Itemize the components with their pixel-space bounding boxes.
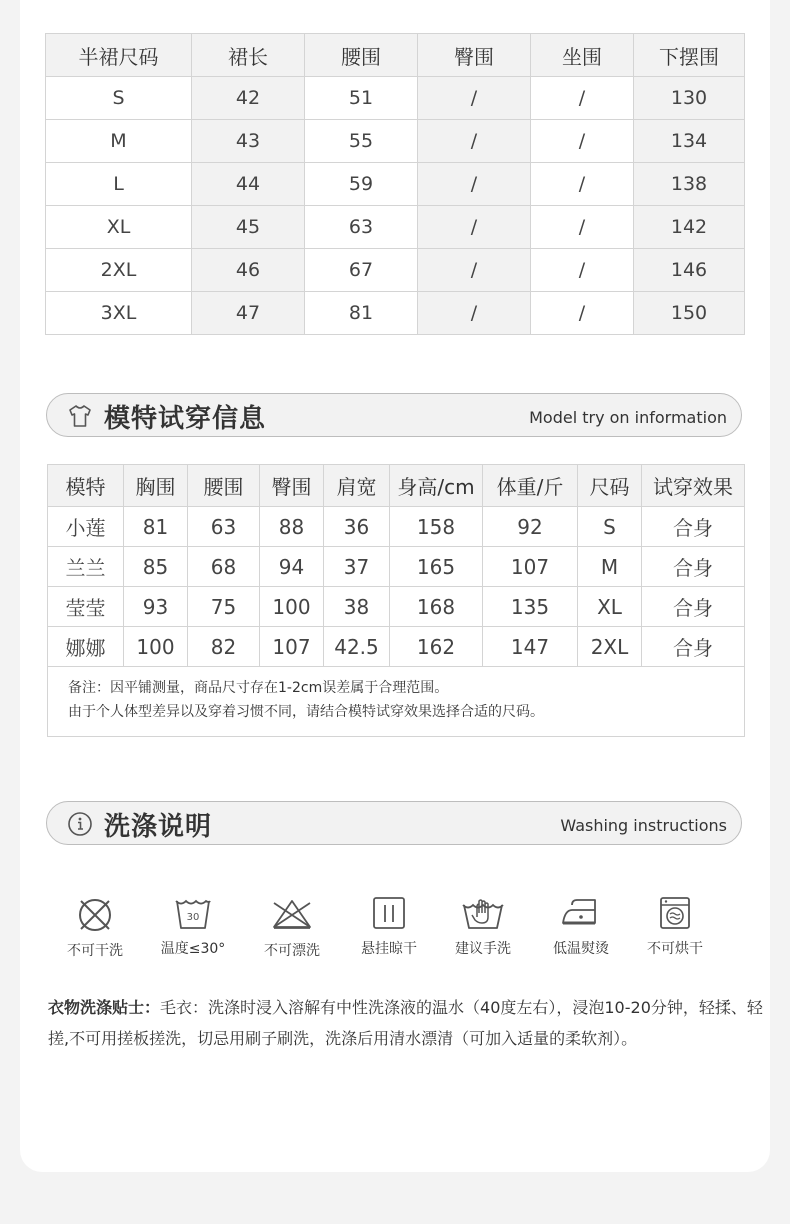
table-cell: 47 [192, 292, 305, 335]
table-cell: 36 [324, 507, 390, 547]
table-cell: 107 [260, 627, 324, 667]
table-cell: 38 [324, 587, 390, 627]
header-cell: 腰围 [305, 34, 418, 77]
table-row [46, 292, 745, 335]
header-cell: 下摆围 [634, 34, 745, 77]
model-name-cell: 莹莹 [48, 587, 124, 627]
table-cell: 147 [483, 627, 578, 667]
table-cell: 168 [390, 587, 483, 627]
wash-item-hang-dry [344, 893, 434, 958]
model-section-subtitle: Model try on information [529, 408, 727, 427]
wash-item-no-dry-clean [50, 895, 140, 960]
header-cell: 试穿效果 [642, 465, 745, 507]
wash-tip-lead: 衣物洗涤贴士： [48, 998, 161, 1017]
size-cell: M [46, 120, 192, 163]
header-cell: 臀围 [260, 465, 324, 507]
wash-section-banner [46, 801, 742, 845]
table-cell: M [578, 547, 642, 587]
table-cell: / [418, 249, 531, 292]
table-cell: 165 [390, 547, 483, 587]
table-cell: / [418, 120, 531, 163]
note-row [48, 667, 745, 737]
table-cell: 42.5 [324, 627, 390, 667]
table-cell: 2XL [578, 627, 642, 667]
size-cell: L [46, 163, 192, 206]
content-card [20, 0, 770, 1172]
model-section-title: 模特试穿信息 [104, 404, 267, 434]
table-cell: 130 [634, 77, 745, 120]
table-cell: 93 [124, 587, 188, 627]
table-cell: 146 [634, 249, 745, 292]
model-table-header [48, 465, 745, 507]
table-cell: 100 [124, 627, 188, 667]
table-cell: / [418, 163, 531, 206]
model-name-cell: 娜娜 [48, 627, 124, 667]
size-table-header [46, 34, 745, 77]
table-cell: / [531, 163, 634, 206]
table-cell: / [531, 120, 634, 163]
wash-tip [48, 992, 766, 1054]
table-cell: / [531, 249, 634, 292]
table-cell: 59 [305, 163, 418, 206]
table-row [48, 507, 745, 547]
note-line-2: 由于个人体型差异以及穿着习惯不同，请结合模特试穿效果选择合适的尺码。 [68, 704, 544, 720]
header-cell: 体重/斤 [483, 465, 578, 507]
size-cell: S [46, 77, 192, 120]
table-cell: 135 [483, 587, 578, 627]
table-row [46, 163, 745, 206]
table-cell: 92 [483, 507, 578, 547]
table-cell: 81 [124, 507, 188, 547]
wash-label: 温度≤30° [160, 941, 226, 957]
table-cell: 142 [634, 206, 745, 249]
info-icon [67, 811, 93, 837]
header-cell: 模特 [48, 465, 124, 507]
table-cell: 158 [390, 507, 483, 547]
table-row [48, 547, 745, 587]
table-row [46, 77, 745, 120]
header-cell: 尺码 [578, 465, 642, 507]
table-cell: 45 [192, 206, 305, 249]
wash-label: 不可干洗 [67, 943, 123, 959]
table-cell: 138 [634, 163, 745, 206]
table-cell: / [418, 77, 531, 120]
table-cell: 81 [305, 292, 418, 335]
hang-dry-icon [369, 893, 409, 933]
table-cell: 合身 [642, 507, 745, 547]
table-row [46, 120, 745, 163]
table-cell: S [578, 507, 642, 547]
model-name-cell: 兰兰 [48, 547, 124, 587]
table-cell: 100 [260, 587, 324, 627]
wash-section-subtitle: Washing instructions [560, 816, 727, 835]
wash-label: 低温熨烫 [553, 941, 609, 957]
table-cell: 合身 [642, 627, 745, 667]
wash-label: 不可烘干 [647, 941, 703, 957]
note-line-1: 备注：因平铺测量，商品尺寸存在1-2cm误差属于合理范围。 [68, 680, 449, 696]
wash-label: 建议手洗 [455, 941, 511, 957]
table-cell: 162 [390, 627, 483, 667]
low-iron-icon [559, 893, 603, 933]
hand-wash-icon [460, 893, 506, 933]
wash-label: 不可漂洗 [264, 943, 320, 959]
tub-number: 30 [186, 912, 200, 923]
wash-item-no-bleach [247, 895, 337, 960]
header-cell: 坐围 [531, 34, 634, 77]
table-cell: 43 [192, 120, 305, 163]
table-cell: 88 [260, 507, 324, 547]
header-cell: 肩宽 [324, 465, 390, 507]
table-cell: 55 [305, 120, 418, 163]
table-cell: 46 [192, 249, 305, 292]
wash-label: 悬挂晾干 [361, 941, 417, 957]
no-dry-clean-icon [75, 895, 115, 935]
size-cell: 2XL [46, 249, 192, 292]
table-cell: XL [578, 587, 642, 627]
tshirt-icon [67, 403, 93, 429]
model-section-banner [46, 393, 742, 437]
table-cell: 94 [260, 547, 324, 587]
table-cell: 150 [634, 292, 745, 335]
header-cell: 身高/cm [390, 465, 483, 507]
header-cell: 腰围 [188, 465, 260, 507]
wash-item-low-iron [536, 893, 626, 958]
size-cell: XL [46, 206, 192, 249]
table-cell: 82 [188, 627, 260, 667]
table-cell: 合身 [642, 547, 745, 587]
table-cell: / [531, 77, 634, 120]
table-cell: 44 [192, 163, 305, 206]
no-bleach-icon [270, 895, 314, 935]
table-cell: 42 [192, 77, 305, 120]
table-cell: 85 [124, 547, 188, 587]
table-cell: 107 [483, 547, 578, 587]
table-cell: 合身 [642, 587, 745, 627]
header-cell: 半裙尺码 [46, 34, 192, 77]
table-cell: / [531, 206, 634, 249]
table-row [48, 587, 745, 627]
table-row [46, 206, 745, 249]
table-cell: 63 [188, 507, 260, 547]
wash-item-no-tumble-dry [630, 893, 720, 958]
table-cell: 68 [188, 547, 260, 587]
wash-section-title: 洗涤说明 [104, 812, 213, 842]
table-cell: 134 [634, 120, 745, 163]
size-note [48, 667, 745, 737]
table-cell: 75 [188, 587, 260, 627]
header-cell: 胸围 [124, 465, 188, 507]
table-cell: / [418, 292, 531, 335]
table-cell: 51 [305, 77, 418, 120]
model-table [47, 464, 745, 737]
table-row [48, 627, 745, 667]
size-cell: 3XL [46, 292, 192, 335]
table-row [46, 249, 745, 292]
table-cell: 67 [305, 249, 418, 292]
wash-item-wash-30 [148, 893, 238, 958]
header-cell: 臀围 [418, 34, 531, 77]
table-cell: / [418, 206, 531, 249]
table-cell: 63 [305, 206, 418, 249]
header-cell: 裙长 [192, 34, 305, 77]
wash-item-hand-wash [438, 893, 528, 958]
table-cell: 37 [324, 547, 390, 587]
model-name-cell: 小莲 [48, 507, 124, 547]
table-cell: / [531, 292, 634, 335]
size-table [45, 33, 745, 335]
no-tumble-dry-icon [655, 893, 695, 933]
wash-tip-body: 毛衣：洗涤时浸入溶解有中性洗涤液的温水（40度左右），浸泡10-20分钟，轻揉、轻搓,不可用搓板搓洗，切忌用刷子刷洗，洗涤后用清水漂清（可加入适量的柔软剂）。 [48, 998, 763, 1048]
wash-30-icon [173, 893, 213, 933]
